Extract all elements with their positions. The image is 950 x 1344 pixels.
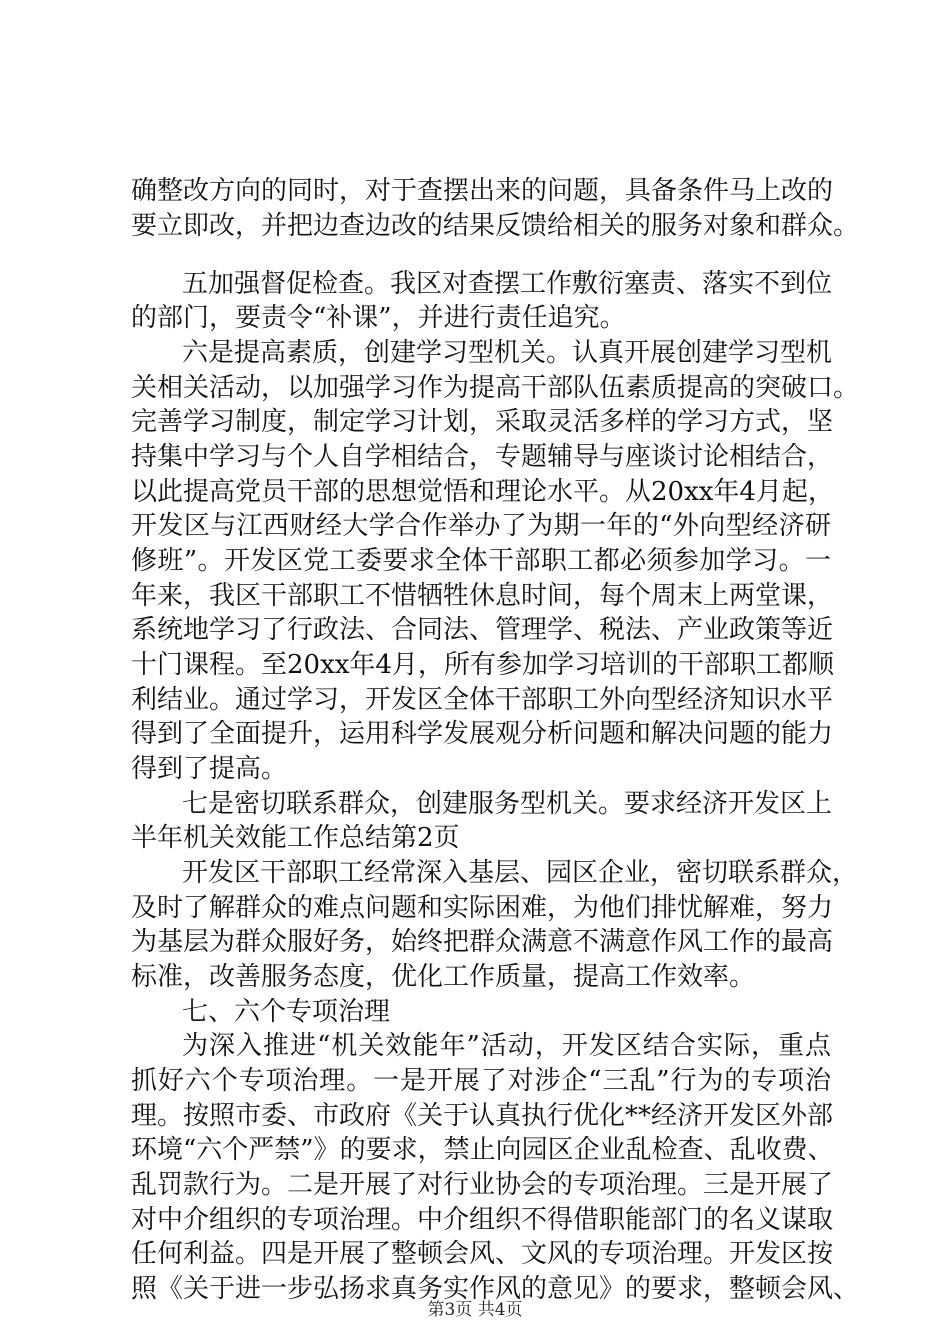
text-line: 乱罚款行为。二是开展了对行业协会的专项治理。三是开展了 [131, 1170, 834, 1200]
text-line: 为基层为群众服好务，始终把群众满意不满意作风工作的最高 [131, 927, 834, 957]
text-line: 系统地学习了行政法、合同法、管理学、税法、产业政策等近 [131, 615, 834, 645]
text-line: 利结业。通过学习，开发区全体干部职工外向型经济知识水平 [131, 685, 834, 715]
text-line: 开发区干部职工经常深入基层、园区企业，密切联系群众， [182, 858, 859, 888]
text-line: 开发区与江西财经大学合作举办了为期一年的“外向型经济研 [131, 511, 831, 541]
text-line: 任何利益。四是开展了整顿会风、文风的专项治理。开发区按 [131, 1239, 834, 1269]
text-line: 及时了解群众的难点问题和实际困难，为他们排忧解难，努力 [131, 893, 834, 923]
text-line: 关相关活动，以加强学习作为提高干部队伍素质提高的突破口。 [131, 373, 860, 403]
text-line: 要立即改，并把边查边改的结果反馈给相关的服务对象和群众。 [131, 211, 860, 241]
text-line: 得到了提高。 [131, 754, 288, 784]
text-line: 理。按照市委、市政府《关于认真执行优化**经济开发区外部 [131, 1101, 834, 1131]
page-number-footer: 第3页 共4页 [427, 1300, 523, 1320]
text-line: 确整改方向的同时，对于查摆出来的问题，具备条件马上改的 [131, 176, 834, 206]
text-line: 抓好六个专项治理。一是开展了对涉企“三乱”行为的专项治 [131, 1066, 831, 1096]
text-line: 半年机关效能工作总结第2页 [131, 823, 460, 853]
text-line: 持集中学习与个人自学相结合，专题辅导与座谈讨论相结合， [131, 442, 834, 472]
text-line: 十门课程。至20xx年4月，所有参加学习培训的干部职工都顺 [131, 650, 834, 680]
text-line: 七是密切联系群众，创建服务型机关。要求经济开发区上 [182, 789, 833, 819]
text-line: 修班”。开发区党工委要求全体干部职工都必须参加学习。一 [131, 546, 831, 576]
text-line: 六是提高素质，创建学习型机关。认真开展创建学习型机 [182, 338, 833, 368]
text-line: 的部门，要责令“补课”，并进行责任追究。 [131, 303, 626, 333]
section-heading: 七、六个专项治理 [182, 997, 391, 1027]
text-line: 为深入推进“机关效能年”活动，开发区结合实际，重点 [182, 1031, 831, 1061]
text-line: 标准，改善服务态度，优化工作质量，提高工作效率。 [131, 962, 756, 992]
text-line: 对中介组织的专项治理。中介组织不得借职能部门的名义谋取 [131, 1205, 834, 1235]
text-line: 五加强督促检查。我区对查摆工作敷衍塞责、落实不到位 [182, 269, 833, 299]
text-line: 以此提高党员干部的思想觉悟和理论水平。从20xx年4月起， [131, 477, 834, 507]
text-line: 得到了全面提升，运用科学发展观分析问题和解决问题的能力 [131, 719, 834, 749]
text-line: 年来，我区干部职工不惜牺牲休息时间，每个周末上两堂课， [131, 581, 834, 611]
text-line: 完善学习制度，制定学习计划，采取灵活多样的学习方式，坚 [131, 407, 834, 437]
text-line: 照《关于进一步弘扬求真务实作风的意见》的要求，整顿会风、 [131, 1274, 860, 1304]
text-line: 环境“六个严禁”》的要求，禁止向园区企业乱检查、乱收费、 [131, 1135, 834, 1165]
